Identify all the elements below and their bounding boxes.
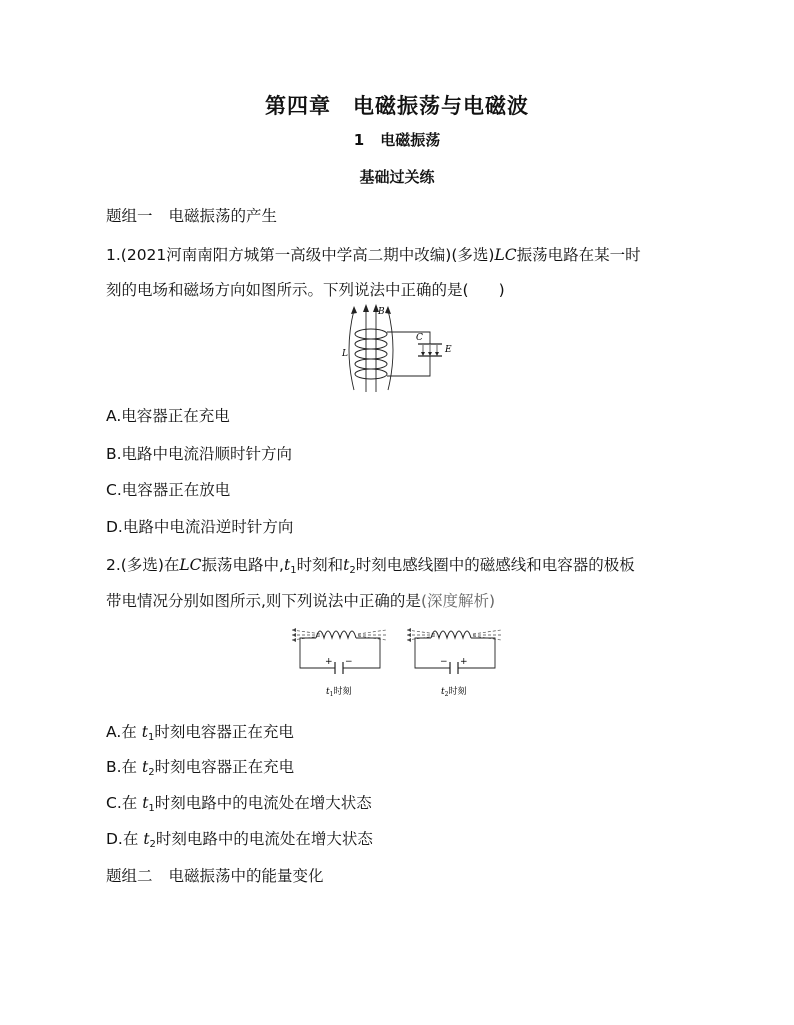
t2-minus: − (440, 657, 448, 667)
q1-text-1: 振荡电路在某一时 (516, 246, 641, 264)
group-name: 电磁振荡中的能量变化 (168, 867, 324, 885)
section-number: 1 (353, 131, 365, 149)
chapter-name: 电磁振荡与电磁波 (353, 94, 529, 118)
t2-plus: + (460, 657, 468, 667)
label-l: L (342, 349, 348, 359)
deep-analysis-link[interactable]: (深度解析) (420, 592, 496, 610)
q2-text-2: 带电情况分别如图所示,则下列说法中正确的是 (106, 592, 421, 610)
q2-option-a[interactable]: A.在 $t_1$时刻电容器正在充电 (106, 723, 294, 743)
group-heading-1 (106, 204, 277, 226)
group-name: 电磁振荡的产生 (168, 207, 278, 225)
group-label: 题组二 (106, 867, 153, 885)
t1-caption: $t_1$时刻 (326, 687, 352, 698)
chapter-title (0, 90, 794, 120)
q1-paren-close: ) (498, 281, 505, 299)
q1-text-2: 刻的电场和磁场方向如图所示。下列说法中正确的是( (106, 281, 469, 299)
q2-prefix: 2.(多选)在 (106, 556, 180, 574)
group-heading-2 (106, 864, 324, 886)
label-c: C (416, 333, 423, 343)
q2-figure-t2 (405, 620, 505, 700)
q1-line-2 (106, 278, 505, 300)
q2-lc: LC (179, 556, 202, 574)
t2-caption: $t_2$时刻 (441, 687, 467, 698)
group-label: 题组一 (106, 207, 153, 225)
q2-line-2 (106, 589, 495, 611)
label-b: B (378, 307, 385, 317)
q2-option-b[interactable]: B.在 $t_2$时刻电容器正在充电 (106, 758, 295, 778)
section-name: 电磁振荡 (380, 131, 441, 149)
q1-option-a[interactable]: A.电容器正在充电 (106, 407, 230, 425)
q2-option-c[interactable]: C.在 $t_1$时刻电路中的电流处在增大状态 (106, 794, 372, 814)
q2-text-1: 时刻电感线圈中的磁感线和电容器的极板 (355, 556, 635, 574)
q1-prefix: 1.(2021河南南阳方城第一高级中学高二期中改编)(多选) (106, 246, 495, 264)
q2-text-mid2: 时刻和 (296, 556, 344, 574)
q2-line-1: 2.(多选)在LC振荡电路中$,t_1$时刻和$t_2$时刻电感线圈中的磁感线和电容器的极板 (106, 556, 635, 576)
practice-subtitle: 基础过关练 (359, 168, 435, 186)
label-e: E (445, 345, 452, 355)
q2-option-d[interactable]: D.在 $t_2$时刻电路中的电流处在增大状态 (106, 830, 373, 850)
q2-figure-t1 (290, 620, 390, 700)
q2-t2: t (343, 556, 350, 574)
q1-option-b[interactable]: B.电路中电流沿顺时针方向 (106, 445, 293, 463)
q1-option-d[interactable]: D.电路中电流沿逆时针方向 (106, 518, 294, 536)
q2-text-mid1: 振荡电路中, (201, 556, 284, 574)
q1-line-1 (106, 243, 641, 265)
t1-plus: + (325, 657, 333, 667)
q1-figure-lc-circuit (330, 300, 465, 395)
t1-minus: − (345, 657, 353, 667)
q1-option-c[interactable]: C.电容器正在放电 (106, 481, 231, 499)
section-title (0, 129, 794, 150)
q1-lc: LC (494, 246, 517, 264)
chapter-number: 第四章 (265, 94, 331, 118)
q2-t1: t (283, 556, 291, 574)
